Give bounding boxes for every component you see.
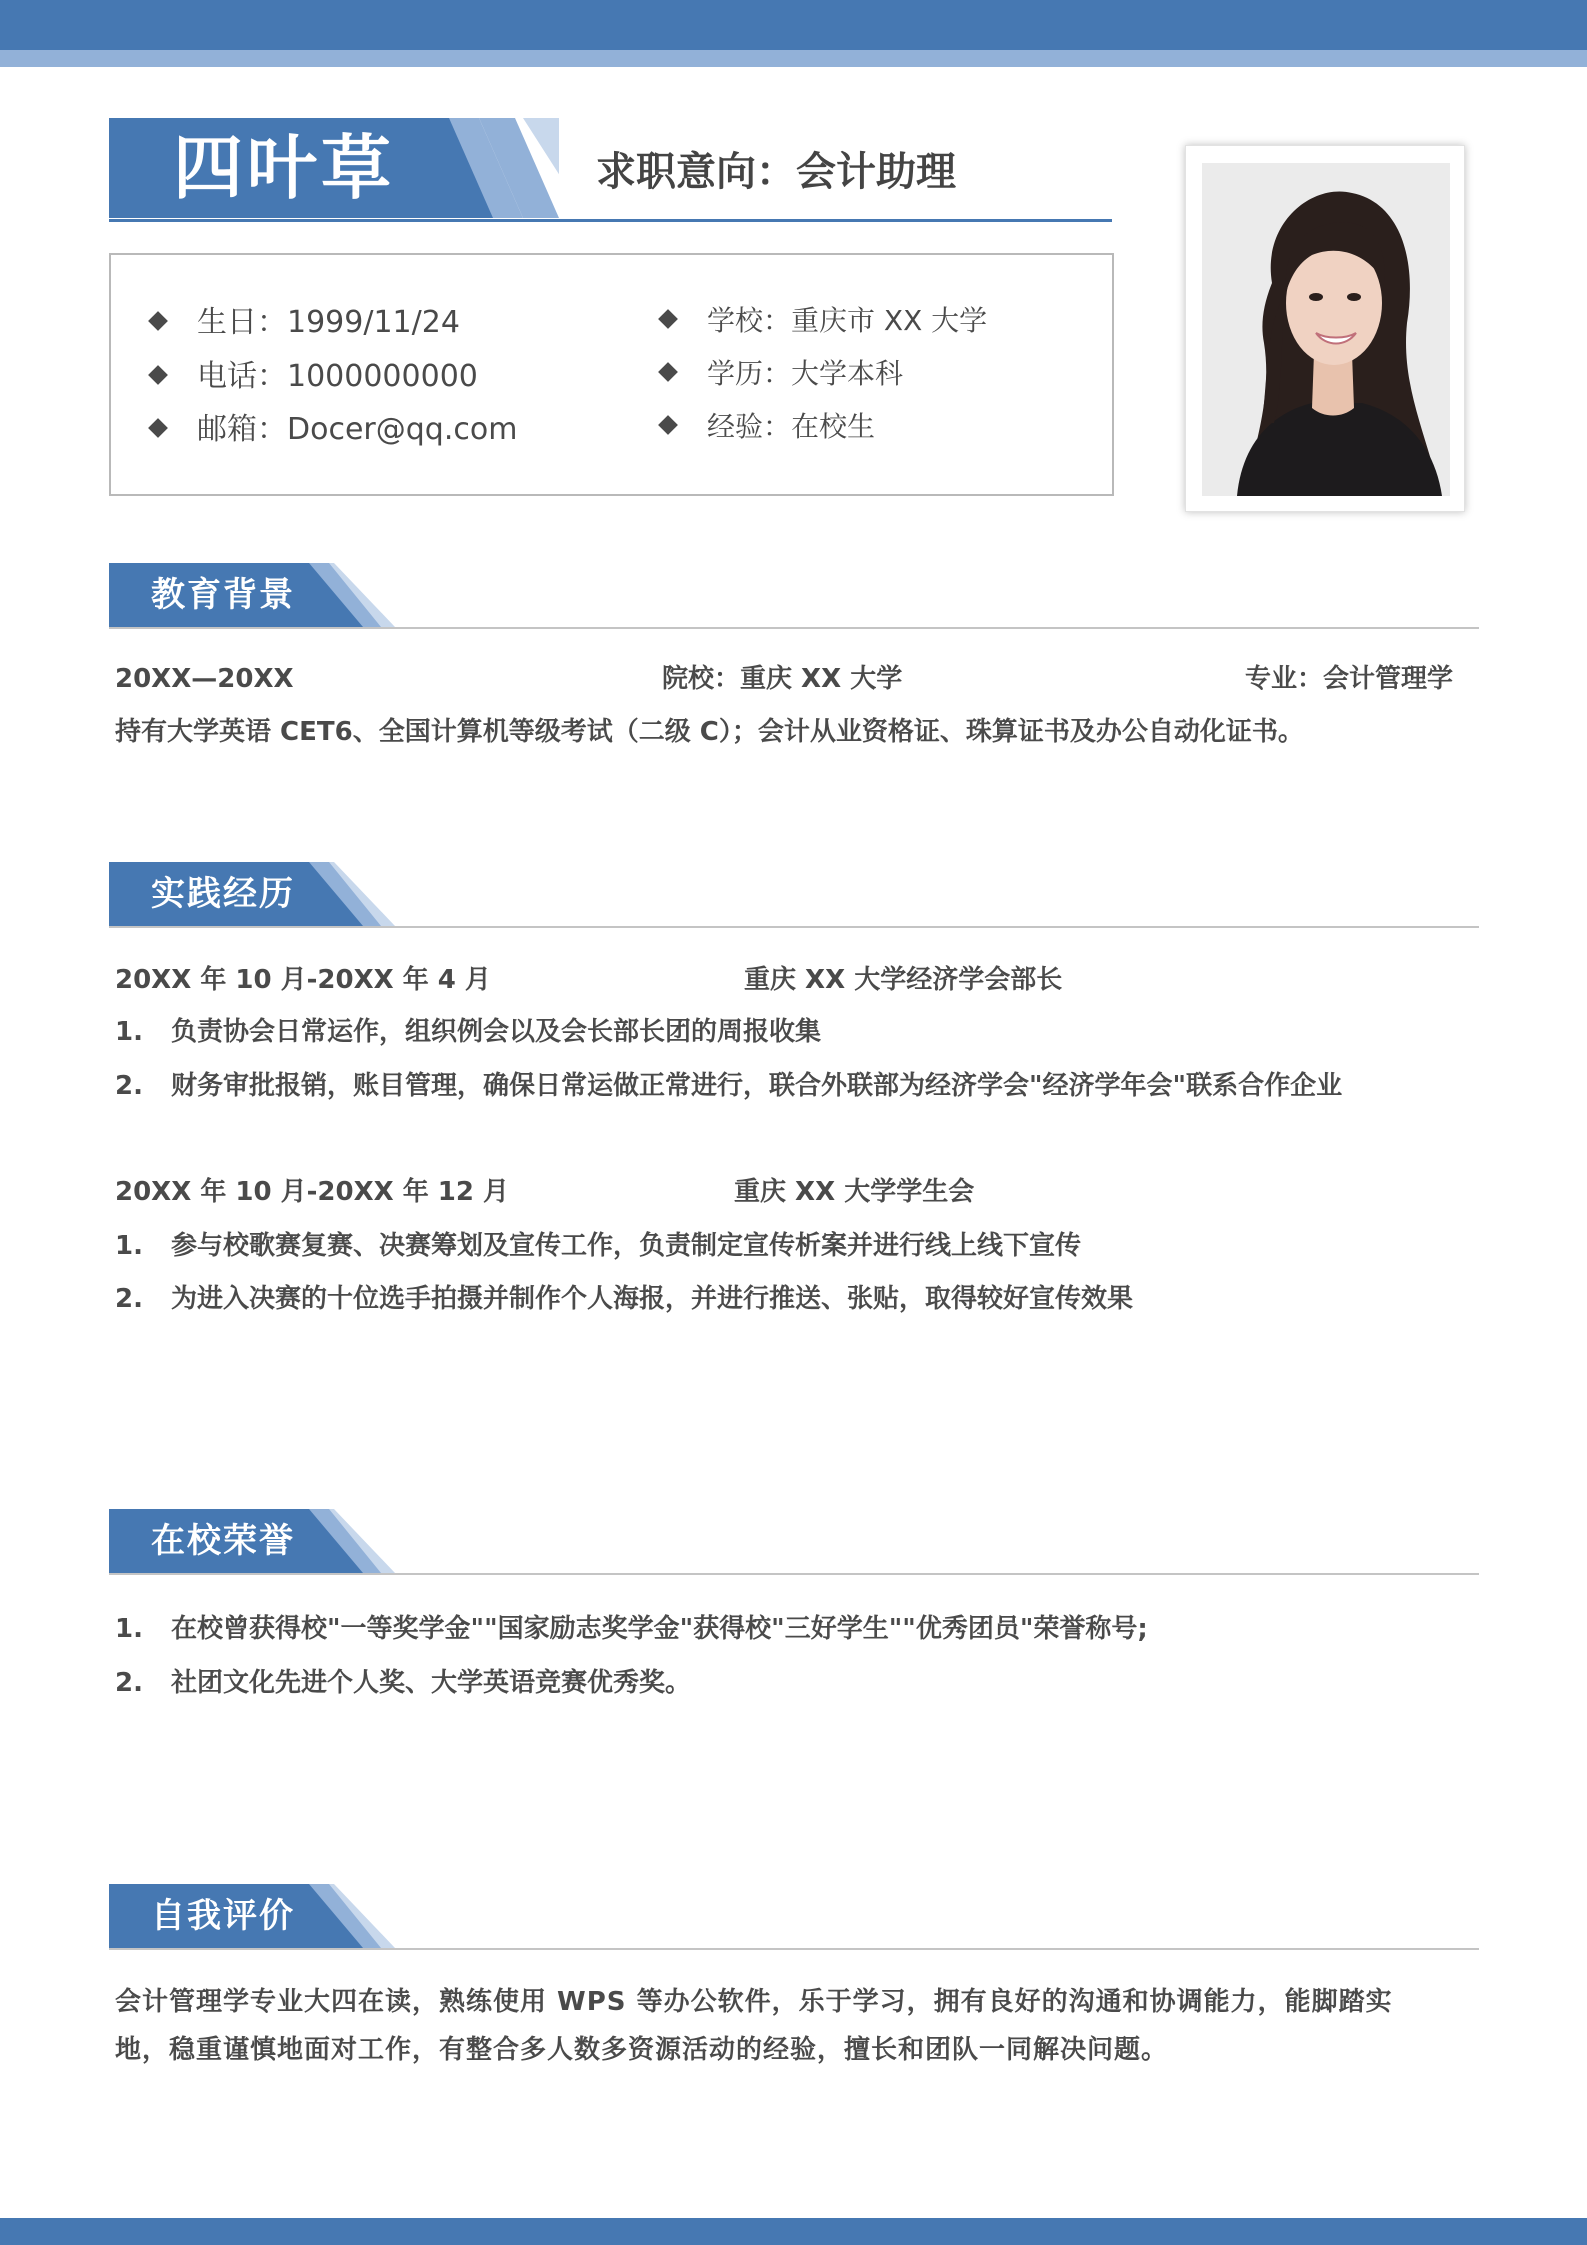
section-education-rule [109,627,1479,629]
info-school-text: 学校：重庆市 XX 大学 [707,304,988,337]
section-self-eval-title: 自我评价 [151,1896,295,1936]
practice-entry-1-item-1-num: 1. [115,1017,143,1047]
section-honors-title: 在校荣誉 [151,1521,295,1561]
info-birthday [151,303,460,343]
section-education-title: 教育背景 [151,575,295,615]
education-school: 院校：重庆 XX 大学 [662,664,903,694]
practice-entry-2-item-1: 参与校歌赛复赛、决赛筹划及宣传工作，负责制定宣传析案并进行线上线下宣传 [171,1231,1082,1261]
practice-entry-2-item-1-num: 1. [115,1231,143,1261]
practice-entry-2-role: 重庆 XX 大学学生会 [734,1177,975,1207]
info-email-text: 邮箱：Docer@qq.com [197,412,518,447]
self-eval-line-2: 地，稳重谨慎地面对工作，有整合多人数多资源活动的经验，擅长和团队一同解决问题。 [115,2035,1169,2065]
diamond-icon [148,365,168,385]
section-honors-rule [109,1573,1479,1575]
header-rule [109,219,1112,222]
self-eval-line-1: 会计管理学专业大四在读，熟练使用 WPS 等办公软件，乐于学习，拥有良好的沟通和协调能力，能脚踏实 [115,1987,1393,2017]
top-banner-stripe [0,50,1587,67]
info-experience-text: 经验：在校生 [707,410,876,443]
honors-item-2: 社团文化先进个人奖、大学英语竞赛优秀奖。 [171,1668,692,1698]
practice-entry-1-item-2-num: 2. [115,1071,143,1101]
section-self-eval-rule [109,1948,1479,1950]
honors-item-1-num: 1. [115,1614,143,1644]
info-phone-text: 电话：1000000000 [197,359,478,394]
name-banner [109,118,559,218]
info-degree [661,354,903,394]
info-experience [661,407,875,447]
education-description: 持有大学英语 CET6、全国计算机等级考试（二级 C）；会计从业资格证、珠算证书及办公自动化证书。 [115,717,1304,747]
honors-item-1: 在校曾获得校"一等奖学金""国家励志奖学金"获得校"三好学生""优秀团员"荣誉称号; [171,1614,1148,1644]
practice-entry-1-period: 20XX 年 10 月-20XX 年 4 月 [115,965,491,995]
portrait-photo [1202,163,1450,496]
bottom-banner-bar [0,2218,1587,2245]
education-period: 20XX—20XX [115,664,294,694]
portrait-illustration [1202,163,1450,496]
section-practice-header [109,862,1479,928]
job-intention: 求职意向：会计助理 [596,149,956,195]
education-major: 专业：会计管理学 [1245,664,1454,694]
practice-entry-2-item-2-num: 2. [115,1284,143,1314]
candidate-name: 四叶草 [173,127,395,209]
photo-frame [1185,145,1465,512]
diamond-icon [658,309,678,329]
practice-entry-2-period: 20XX 年 10 月-20XX 年 12 月 [115,1177,510,1207]
honors-item-2-num: 2. [115,1668,143,1698]
info-degree-text: 学历：大学本科 [707,357,904,390]
info-birthday-text: 生日：1999/11/24 [197,305,460,340]
section-education-header [109,563,1479,629]
diamond-icon [148,418,168,438]
practice-entry-1-item-1: 负责协会日常运作，组织例会以及会长部长团的周报收集 [171,1017,822,1047]
info-phone [151,357,478,397]
diamond-icon [658,362,678,382]
practice-entry-1-item-2: 财务审批报销，账目管理，确保日常运做正常进行，联合外联部为经济学会"经济学年会"联系合作企业 [171,1071,1343,1101]
diamond-icon [658,415,678,435]
section-self-eval-header [109,1884,1479,1950]
section-honors-header [109,1509,1479,1575]
diamond-icon [148,311,168,331]
info-school [661,301,987,341]
info-email [151,410,517,450]
section-practice-title: 实践经历 [151,874,295,914]
practice-entry-1-role: 重庆 XX 大学经济学会部长 [744,965,1063,995]
basic-info-box [109,253,1114,496]
top-banner-bar [0,0,1587,50]
section-practice-rule [109,926,1479,928]
practice-entry-2-item-2: 为进入决赛的十位选手拍摄并制作个人海报，并进行推送、张贴，取得较好宣传效果 [171,1284,1134,1314]
